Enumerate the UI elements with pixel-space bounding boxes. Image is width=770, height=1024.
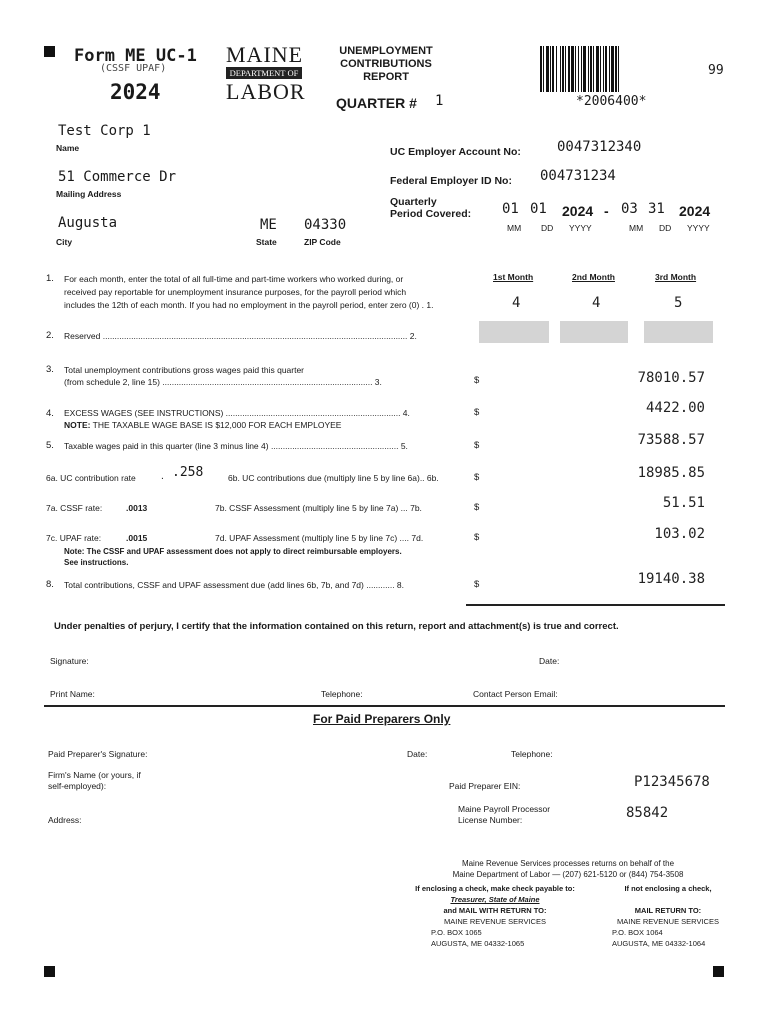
line-5-number: 5.: [46, 440, 54, 451]
registration-mark-bottom-left: [44, 966, 55, 977]
barcode-bar: [609, 46, 610, 92]
mailing-address-value[interactable]: 51 Commerce Dr: [58, 169, 177, 185]
report-title-line: CONTRIBUTIONS: [340, 58, 432, 70]
line-7c-value: .0015: [126, 533, 148, 543]
line-4-note: [64, 420, 341, 430]
barcode-bar: [550, 46, 551, 92]
city-value[interactable]: Augusta: [58, 215, 118, 231]
barcode-bar: [562, 46, 564, 92]
registration-mark-bottom-right: [713, 966, 724, 977]
line-7-note-row: Note: The CSSF and UPAF assessment does not apply to direct reimbursable employers.: [64, 547, 402, 556]
state-value[interactable]: ME: [260, 217, 277, 233]
barcode-bar: [552, 46, 554, 92]
quarter-value[interactable]: 1: [435, 93, 444, 109]
nocheck-spacer: [606, 894, 730, 905]
barcode-text: *2006400*: [576, 94, 647, 109]
line-7-note: [64, 546, 402, 568]
zip-value[interactable]: 04330: [304, 217, 347, 233]
line-5-text: Taxable wages paid in this quarter (line 3 minus line 4) ...................................................... 5.: [64, 441, 408, 451]
period-start-mm-label: MM: [507, 223, 522, 233]
line-7b-value[interactable]: 51.51: [662, 495, 705, 511]
line-2-text: Reserved ................................................................................................................................. 2.: [64, 331, 417, 341]
state-label: State: [256, 237, 277, 247]
barcode-bar: [543, 46, 544, 92]
month-1-value[interactable]: 4: [512, 295, 521, 311]
reserved-box-3: [644, 321, 713, 343]
barcode-bar: [568, 46, 570, 92]
line-8-number: 8.: [46, 579, 54, 590]
barcode-bar: [540, 46, 542, 92]
mrs-notice-line: Maine Department of Labor — (207) 621-5120 or (844) 754-3508: [452, 870, 684, 879]
contact-email-label: Contact Person Email:: [473, 689, 558, 699]
line-4-dollar: $: [474, 407, 480, 418]
line-3-text: [64, 364, 464, 388]
mrs-notice: [438, 858, 698, 880]
certification-statement: Under penalties of perjury, I certify that the information contained on this return, report and attachment(s) is true and correct.: [54, 621, 619, 632]
preparer-telephone-label: Telephone:: [511, 749, 553, 759]
line-4-note-text: THE TAXABLE WAGE BASE IS $12,000 FOR EACH EMPLOYEE: [90, 420, 342, 430]
nocheck-address-line: AUGUSTA, ME 04332-1064: [612, 939, 706, 948]
barcode-bar: [583, 46, 586, 92]
line-7a-label: 7a. CSSF rate:: [46, 503, 103, 513]
line-1-text-row: For each month, enter the total of all full-time and part-time workers who worked during, or: [64, 274, 404, 284]
line-3-number: 3.: [46, 364, 54, 375]
form-subtitle: (CSSF UPAF): [100, 63, 167, 74]
line-7d-dollar: $: [474, 532, 480, 543]
check-head: If enclosing a check, make check payable to:: [415, 884, 575, 893]
mrs-notice-line: Maine Revenue Services processes returns on behalf of the: [461, 859, 675, 868]
agency-logo-labor: LABOR: [226, 79, 306, 104]
fein-value[interactable]: 004731234: [540, 168, 616, 184]
barcode-bar: [593, 46, 594, 92]
period-start-year[interactable]: 2024: [562, 203, 594, 219]
preparer-heading: For Paid Preparers Only: [313, 712, 451, 726]
line-4-value[interactable]: 4422.00: [645, 400, 705, 416]
barcode-bar: [590, 46, 592, 92]
report-title-line: UNEMPLOYMENT: [339, 45, 433, 57]
period-start-month[interactable]: 01: [502, 201, 519, 217]
registration-mark-top-left: [44, 46, 55, 57]
line-1-number: 1.: [46, 273, 54, 284]
barcode: [540, 46, 670, 92]
barcode-bar: [611, 46, 614, 92]
zip-label: ZIP Code: [304, 237, 341, 247]
barcode-bar: [578, 46, 579, 92]
month-2-label: 2nd Month: [572, 272, 615, 282]
nocheck-head: If not enclosing a check,: [624, 884, 712, 893]
signature-label: Signature:: [50, 656, 89, 666]
period-end-month[interactable]: 03: [621, 201, 638, 217]
firm-name-label-line: self-employed):: [48, 781, 107, 791]
line-6b-text: 6b. UC contributions due (multiply line 5 by line 6a).. 6b.: [228, 473, 439, 483]
uc-account-label: UC Employer Account No:: [390, 146, 521, 158]
reserved-box-1: [479, 321, 549, 343]
mailing-address-label: Mailing Address: [56, 189, 122, 199]
barcode-bar: [581, 46, 582, 92]
period-label: [390, 196, 471, 220]
period-start-dd-label: DD: [541, 223, 554, 233]
line-3-text-row: Total unemployment contributions gross wages paid this quarter: [64, 365, 305, 375]
period-dash: -: [604, 203, 609, 219]
barcode-bar: [596, 46, 599, 92]
line-3-dollar: $: [474, 375, 480, 386]
line-2-number: 2.: [46, 330, 54, 341]
period-label-line: Period Covered:: [390, 208, 472, 220]
line-3-text-row: (from schedule 2, line 15) ......................................................................................... 3.: [64, 377, 382, 387]
line-7a-value: .0013: [126, 503, 148, 513]
print-name-label: Print Name:: [50, 689, 95, 699]
date-label: Date:: [539, 656, 560, 666]
line-4-number: 4.: [46, 408, 54, 419]
barcode-bar: [618, 46, 619, 92]
check-address-line: AUGUSTA, ME 04332-1065: [431, 939, 525, 948]
uc-account-value[interactable]: 0047312340: [557, 139, 642, 155]
month-2-value[interactable]: 4: [592, 295, 601, 311]
period-end-dd-label: DD: [659, 223, 672, 233]
form-title: Form ME UC-1: [74, 46, 197, 66]
line-7b-dollar: $: [474, 502, 480, 513]
line-7b-text: 7b. CSSF Assessment (multiply line 5 by line 7a) ... 7b.: [215, 503, 422, 513]
barcode-bar: [603, 46, 604, 92]
period-end-year[interactable]: 2024: [679, 203, 711, 219]
check-mail: and MAIL WITH RETURN TO:: [443, 906, 547, 915]
barcode-bar: [575, 46, 576, 92]
line-1-text-row: received pay reportable for unemployment insurance purposes, for the payroll period which: [64, 287, 407, 297]
fein-label: Federal Employer ID No:: [390, 175, 512, 187]
line-8-dollar: $: [474, 579, 480, 590]
line-1-text: [64, 273, 434, 312]
check-address-line: P.O. BOX 1065: [431, 928, 482, 937]
preparer-ein-value[interactable]: P12345678: [634, 774, 710, 790]
barcode-bar: [560, 46, 561, 92]
employer-name-label: Name: [56, 143, 80, 153]
line-3-value[interactable]: 78010.57: [637, 370, 705, 386]
no-check-instructions: [606, 883, 730, 949]
agency-logo-maine: MAINE: [226, 42, 304, 67]
license-label-line: Maine Payroll Processor: [458, 804, 551, 814]
barcode-bar: [556, 46, 557, 92]
barcode-bar: [600, 46, 601, 92]
month-1-label: 1st Month: [493, 272, 534, 282]
period-end-day[interactable]: 31: [648, 201, 665, 217]
period-start-yyyy-label: YYYY: [569, 223, 592, 233]
preparer-ein-label: Paid Preparer EIN:: [449, 781, 521, 791]
quarter-label: QUARTER #: [336, 95, 417, 111]
license-label-line: License Number:: [458, 815, 523, 825]
preparer-address-label: Address:: [48, 815, 82, 825]
license-label: [458, 804, 550, 826]
city-label: City: [56, 237, 73, 247]
nocheck-mail: MAIL RETURN TO:: [634, 906, 702, 915]
firm-name-label-line: Firm's Name (or yours, if: [48, 770, 141, 780]
preparer-signature-label: Paid Preparer's Signature:: [48, 749, 148, 759]
firm-name-label: [48, 770, 141, 792]
reserved-box-2: [560, 321, 628, 343]
nocheck-address-line: MAINE REVENUE SERVICES: [617, 917, 719, 926]
preparer-divider: [44, 705, 725, 707]
barcode-bar: [565, 46, 566, 92]
barcode-bar: [615, 46, 617, 92]
line-7d-value[interactable]: 103.02: [654, 526, 705, 542]
check-address-line: MAINE REVENUE SERVICES: [444, 917, 546, 926]
barcode-bar: [571, 46, 574, 92]
line-6a-label: 6a. UC contribution rate: [46, 473, 136, 483]
totals-rule: [466, 604, 725, 606]
barcode-bar: [546, 46, 549, 92]
employer-name-value[interactable]: Test Corp 1: [58, 123, 151, 139]
line-7d-text: 7d. UPAF Assessment (multiply line 5 by line 7c) .... 7d.: [215, 533, 424, 543]
form-year: 2024: [110, 80, 161, 104]
line-5-value[interactable]: 73588.57: [637, 432, 705, 448]
line-4-text: EXCESS WAGES (SEE INSTRUCTIONS) .......................................................................... 4.: [64, 408, 410, 418]
month-3-value[interactable]: 5: [674, 295, 683, 311]
telephone-label: Telephone:: [321, 689, 363, 699]
license-value[interactable]: 85842: [626, 805, 669, 821]
line-7c-label: 7c. UPAF rate:: [46, 533, 102, 543]
check-instructions: [406, 883, 584, 949]
line-5-dollar: $: [474, 440, 480, 451]
month-3-label: 3rd Month: [655, 272, 697, 282]
period-start-day[interactable]: 01: [530, 201, 547, 217]
period-end-yyyy-label: YYYY: [687, 223, 710, 233]
line-8-value[interactable]: 19140.38: [637, 571, 705, 587]
barcode-bar: [588, 46, 589, 92]
agency-logo-department: DEPARTMENT OF: [226, 67, 302, 79]
period-label-line: Quarterly: [390, 196, 437, 208]
line-7-note-row: See instructions.: [64, 558, 129, 567]
line-6a-dot: .: [160, 472, 165, 481]
line-6b-value[interactable]: 18985.85: [637, 465, 705, 481]
period-end-mm-label: MM: [629, 223, 644, 233]
report-title-line: REPORT: [363, 71, 409, 83]
nocheck-address-line: P.O. BOX 1064: [612, 928, 663, 937]
line-6b-dollar: $: [474, 472, 480, 483]
line-1-text-row: includes the 12th of each month. If you had no employment in the payroll period, enter zero (0) . 1.: [64, 300, 434, 310]
preparer-date-label: Date:: [407, 749, 428, 759]
line-4-note-bold: NOTE:: [64, 420, 91, 430]
line-8-text: Total contributions, CSSF and UPAF assessment due (add lines 6b, 7b, and 7d) ............ 8.: [64, 580, 405, 590]
barcode-bar: [605, 46, 607, 92]
page-code: 99: [708, 63, 724, 78]
line-6a-value[interactable]: .258: [172, 465, 204, 480]
check-payee: Treasurer, State of Maine: [450, 895, 540, 904]
report-title: [320, 45, 452, 84]
